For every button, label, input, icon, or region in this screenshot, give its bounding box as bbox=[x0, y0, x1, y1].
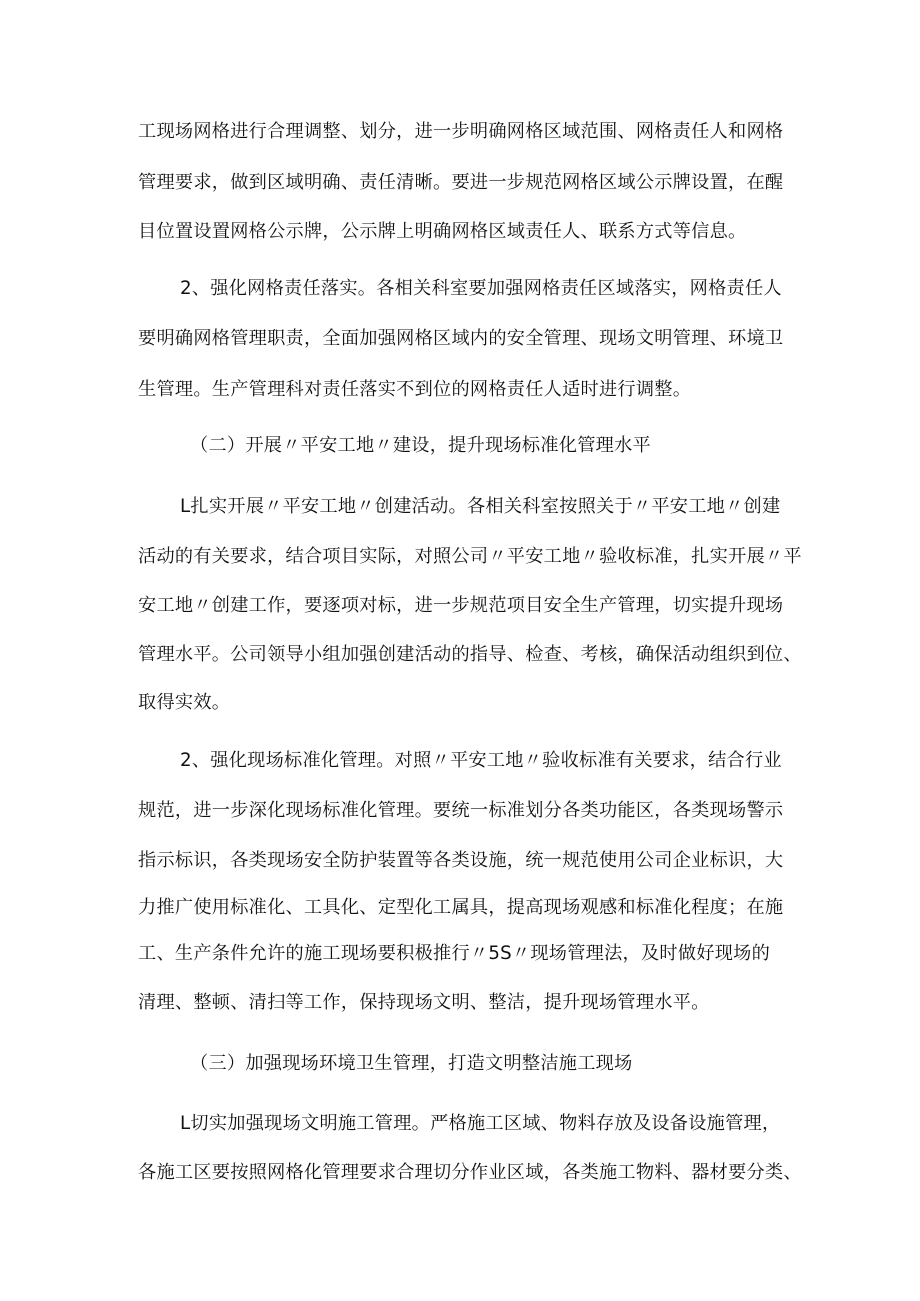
text-line: 2、强化现场标准化管理。对照〃平安工地〃验收标准有关要求，结合行业 bbox=[180, 750, 782, 771]
text-line: 要明确网格管理职责，全面加强网格区域内的安全管理、现场文明管理、环境卫 bbox=[138, 328, 784, 349]
text-line: L扎实开展〃平安工地〃创建活动。各相关科室按照关于〃平安工地〃创建 bbox=[180, 496, 781, 517]
text-line: 生管理。生产管理科对责任落实不到位的网格责任人适时进行调整。 bbox=[138, 379, 692, 400]
text-line: 管理要求，做到区域明确、责任清晰。要进一步规范网格区域公示牌设置，在醒 bbox=[138, 172, 784, 193]
section-heading-environment: （三）加强现场环境卫生管理，打造文明整洁施工现场 bbox=[190, 1053, 633, 1074]
text-line: 清理、整顿、清扫等工作，保持现场文明、整洁，提升现场管理水平。 bbox=[138, 992, 710, 1013]
text-line: 各施工区要按照网格化管理要求合理切分作业区域，各类施工物料、器材要分类、 bbox=[138, 1162, 802, 1183]
text-line: 力推广使用标准化、工具化、定型化工属具，提高现场观感和标准化程度；在施 bbox=[138, 897, 784, 918]
text-line: 2、强化网格责任落实。各相关科室要加强网格责任区域落实，网格责任人 bbox=[180, 278, 782, 299]
text-line: 活动的有关要求，结合项目实际，对照公司〃平安工地〃验收标准，扎实开展〃平 bbox=[138, 546, 802, 567]
text-line: 规范，进一步深化现场标准化管理。要统一标准划分各类功能区，各类现场警示 bbox=[138, 800, 784, 821]
text-line: 目位置设置网格公示牌，公示牌上明确网格区域责任人、联系方式等信息。 bbox=[138, 221, 747, 242]
text-line: 管理水平。公司领导小组加强创建活动的指导、检查、考核，确保活动组织到位、 bbox=[138, 644, 802, 665]
text-line: 工、生产条件允许的施工现场要积极推行〃5S〃现场管理法，及时做好现场的 bbox=[138, 943, 771, 964]
text-line: 工现场网格进行合理调整、划分，进一步明确网格区域范围、网格责任人和网格 bbox=[138, 121, 784, 142]
text-line: 安工地〃创建工作，要逐项对标，进一步规范项目安全生产管理，切实提升现场 bbox=[138, 595, 784, 616]
text-line: 指示标识，各类现场安全防护装置等各类设施，统一规范使用公司企业标识，大 bbox=[138, 850, 784, 871]
section-heading-safe-site: （二）开展〃平安工地〃建设，提升现场标准化管理水平 bbox=[190, 435, 651, 456]
text-line: 取得实效。 bbox=[138, 692, 231, 713]
text-line: L切实加强现场文明施工管理。严格施工区域、物料存放及设备设施管理， bbox=[180, 1113, 781, 1134]
